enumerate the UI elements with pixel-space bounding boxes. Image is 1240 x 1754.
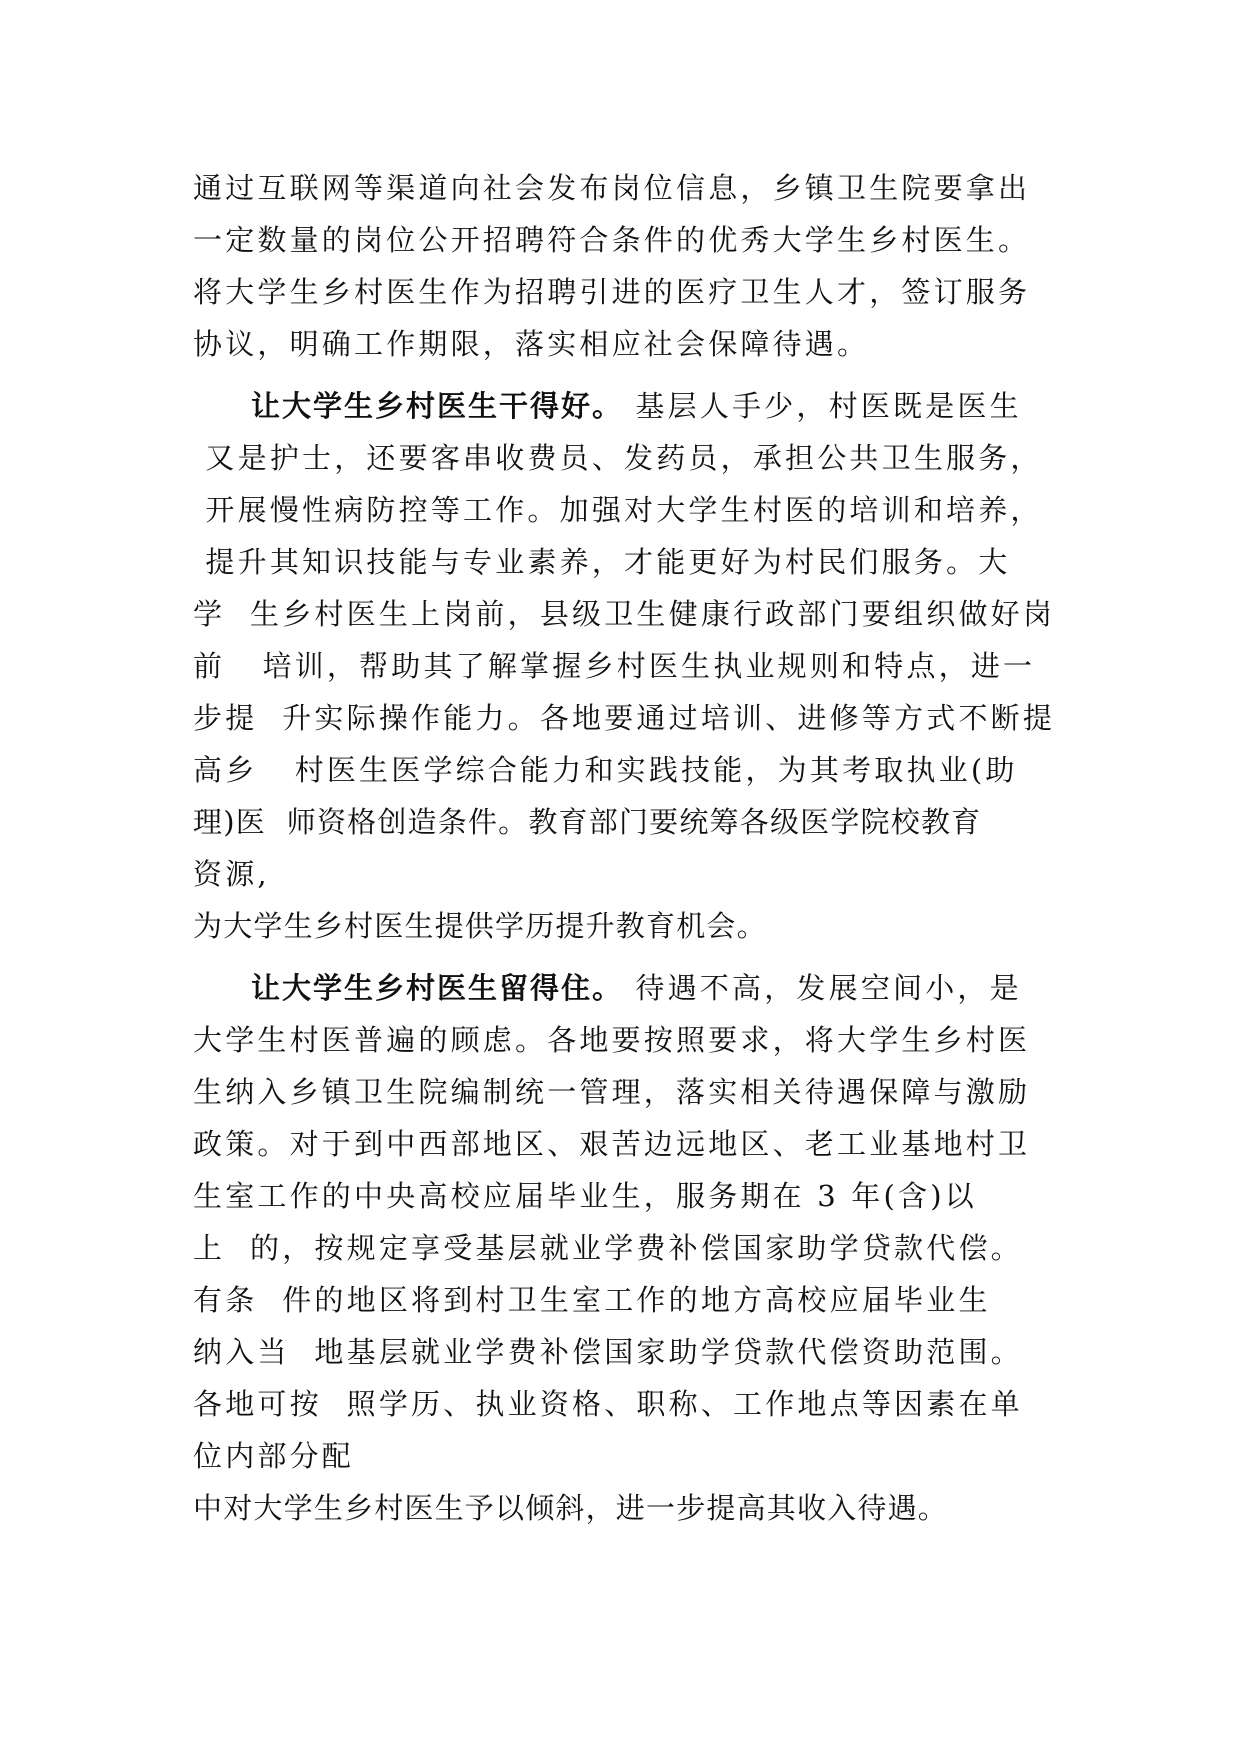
text-line: 上 的，按规定享受基层就业学费补偿国家助学贷款代偿。 xyxy=(193,1231,1023,1265)
text-line: 纳入当 地基层就业学费补偿国家助学贷款代偿资助范围。 xyxy=(193,1335,1023,1369)
text-span: 基层人手少，村医既是医生 xyxy=(623,389,1022,423)
text-line: 前 培训，帮助其了解掌握乡村医生执业规则和特点，进一 xyxy=(193,649,1036,683)
text-line: 中对大学生乡村医生予以倾斜，进一步提高其收入待遇。 xyxy=(193,1491,949,1525)
text-line: 一定数量的岗位公开招聘符合条件的优秀大学生乡村医生。 xyxy=(193,223,1031,257)
section-heading: 让大学生乡村医生留得住。 xyxy=(251,971,624,1005)
text-line: 开展慢性病防控等工作。加强对大学生村医的培训和培养， xyxy=(193,493,1043,527)
text-line: 大学生村医普遍的顾虑。各地要按照要求，将大学生乡村医 xyxy=(193,1023,1031,1057)
text-line: 协议，明确工作期限，落实相应社会保障待遇。 xyxy=(193,327,870,361)
text-line: 步提 升实际操作能力。各地要通过培训、进修等方式不断提 xyxy=(193,701,1056,735)
text-line: 生纳入乡镇卫生院编制统一管理，落实相关待遇保障与激励 xyxy=(193,1075,1031,1109)
text-line: 通过互联网等渠道向社会发布岗位信息，乡镇卫生院要拿出 xyxy=(193,171,1031,205)
text-line: 又是护士，还要客串收费员、发药员，承担公共卫生服务， xyxy=(193,441,1043,475)
text-line: 资源, xyxy=(193,857,270,891)
paragraph-3 xyxy=(193,962,1073,1534)
document-page xyxy=(193,162,1073,1534)
text-span: 待遇不高，发展空间小，是 xyxy=(623,971,1022,1005)
text-line: 理)医 师资格创造条件。教育部门要统筹各级医学院校教育 xyxy=(193,805,982,839)
section-heading: 让大学生乡村医生干得好。 xyxy=(251,389,624,423)
paragraph-gap xyxy=(193,952,1073,962)
text-line: 为大学生乡村医生提供学历提升教育机会。 xyxy=(193,909,767,943)
paragraph-3-first-line xyxy=(193,962,1073,1014)
text-line: 各地可按 照学历、执业资格、职称、工作地点等因素在单 xyxy=(193,1387,1023,1421)
text-line: 政策。对于到中西部地区、艰苦边远地区、老工业基地村卫 xyxy=(193,1127,1031,1161)
text-line: 生室工作的中央高校应届毕业生，服务期在 3 年(含)以 xyxy=(193,1179,977,1213)
text-line: 位内部分配 xyxy=(193,1439,355,1473)
paragraph-1 xyxy=(193,162,1073,370)
text-line: 学 生乡村医生上岗前，县级卫生健康行政部门要组织做好岗 xyxy=(193,597,1056,631)
text-line: 提升其知识技能与专业素养，才能更好为村民们服务。大 xyxy=(193,545,1011,579)
text-line: 将大学生乡村医生作为招聘引进的医疗卫生人才，签订服务 xyxy=(193,275,1031,309)
paragraph-2 xyxy=(193,380,1073,952)
text-line: 有条 件的地区将到村卫生室工作的地方高校应届毕业生 xyxy=(193,1283,991,1317)
text-line: 高乡 村医生医学综合能力和实践技能，为其考取执业(助 xyxy=(193,753,1018,787)
paragraph-gap xyxy=(193,370,1073,380)
paragraph-2-first-line xyxy=(193,380,1073,432)
